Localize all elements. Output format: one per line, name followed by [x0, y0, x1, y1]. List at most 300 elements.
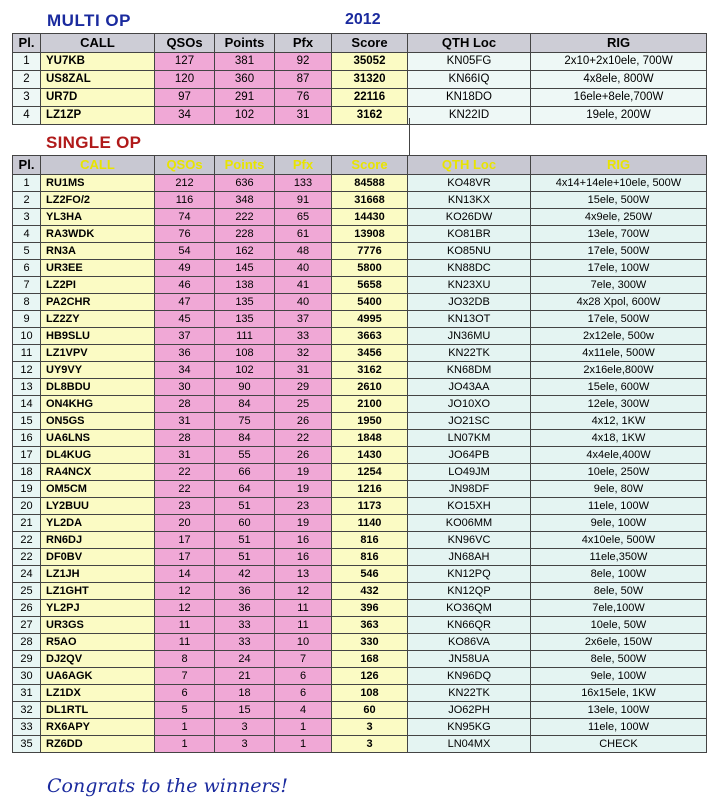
- year-heading: 2012: [345, 11, 381, 28]
- rig-cell: 4x10ele, 500W: [531, 532, 707, 549]
- qth-cell: KO86VA: [408, 634, 531, 651]
- rig-cell: 16ele+8ele,700W: [531, 89, 707, 107]
- qth-cell: LN07KM: [408, 430, 531, 447]
- qsos-cell: 28: [155, 396, 215, 413]
- rig-cell: 9ele, 100W: [531, 515, 707, 532]
- qth-cell: KN96VC: [408, 532, 531, 549]
- place-cell: 2: [13, 192, 41, 209]
- score-cell: 60: [332, 702, 408, 719]
- qsos-cell: 31: [155, 447, 215, 464]
- place-cell: 33: [13, 719, 41, 736]
- pfx-cell: 91: [275, 192, 332, 209]
- rig-cell: 4x12, 1KW: [531, 413, 707, 430]
- qsos-cell: 17: [155, 549, 215, 566]
- qsos-cell: 97: [155, 89, 215, 107]
- points-cell: 135: [215, 294, 275, 311]
- rig-cell: 2x16ele,800W: [531, 362, 707, 379]
- rig-cell: 17ele, 500W: [531, 311, 707, 328]
- col-pl-header: Pl.: [13, 156, 41, 175]
- place-cell: 22: [13, 532, 41, 549]
- points-cell: 66: [215, 464, 275, 481]
- call-cell: PA2CHR: [41, 294, 155, 311]
- single-op-table: [12, 155, 707, 753]
- single-op-row: [13, 583, 707, 600]
- qth-cell: KN13OT: [408, 311, 531, 328]
- rig-cell: 4x9ele, 250W: [531, 209, 707, 226]
- single-op-row: [13, 736, 707, 753]
- qsos-cell: 49: [155, 260, 215, 277]
- call-cell: LZ1JH: [41, 566, 155, 583]
- qsos-cell: 47: [155, 294, 215, 311]
- rig-cell: 13ele, 700W: [531, 226, 707, 243]
- pfx-cell: 31: [275, 107, 332, 125]
- place-cell: 35: [13, 736, 41, 753]
- col-qth-header: QTH Loc: [408, 34, 531, 53]
- qth-cell: JN68AH: [408, 549, 531, 566]
- qsos-cell: 22: [155, 481, 215, 498]
- single-op-row: [13, 277, 707, 294]
- points-cell: 64: [215, 481, 275, 498]
- single-op-row: [13, 430, 707, 447]
- points-cell: 18: [215, 685, 275, 702]
- place-cell: 32: [13, 702, 41, 719]
- multi-op-table: [12, 33, 707, 125]
- call-cell: ON5GS: [41, 413, 155, 430]
- rig-cell: 11ele, 100W: [531, 498, 707, 515]
- points-cell: 51: [215, 498, 275, 515]
- single-op-row: [13, 719, 707, 736]
- pfx-cell: 92: [275, 53, 332, 71]
- pfx-cell: 26: [275, 447, 332, 464]
- qth-cell: JO64PB: [408, 447, 531, 464]
- points-cell: 33: [215, 634, 275, 651]
- pfx-cell: 31: [275, 362, 332, 379]
- rig-cell: 12ele, 300W: [531, 396, 707, 413]
- col-pfx-header: Pfx: [275, 156, 332, 175]
- score-cell: 432: [332, 583, 408, 600]
- points-cell: 102: [215, 362, 275, 379]
- place-cell: 19: [13, 481, 41, 498]
- rig-cell: 11ele, 100W: [531, 719, 707, 736]
- col-points-header: Points: [215, 34, 275, 53]
- place-cell: 14: [13, 396, 41, 413]
- qsos-cell: 28: [155, 430, 215, 447]
- pfx-cell: 11: [275, 600, 332, 617]
- single-op-row: [13, 396, 707, 413]
- single-op-row: [13, 515, 707, 532]
- rig-cell: 8ele, 500W: [531, 651, 707, 668]
- place-cell: 27: [13, 617, 41, 634]
- call-cell: UR3GS: [41, 617, 155, 634]
- call-cell: UA6LNS: [41, 430, 155, 447]
- place-cell: 18: [13, 464, 41, 481]
- single-op-row: [13, 685, 707, 702]
- score-cell: 816: [332, 549, 408, 566]
- call-cell: LZ1ZP: [41, 107, 155, 125]
- single-op-row: [13, 209, 707, 226]
- pfx-cell: 7: [275, 651, 332, 668]
- score-cell: 35052: [332, 53, 408, 71]
- call-cell: RA3WDK: [41, 226, 155, 243]
- points-cell: 228: [215, 226, 275, 243]
- place-cell: 28: [13, 634, 41, 651]
- single-op-row: [13, 192, 707, 209]
- qth-cell: KN12PQ: [408, 566, 531, 583]
- rig-cell: 17ele, 500W: [531, 243, 707, 260]
- points-cell: 24: [215, 651, 275, 668]
- qth-cell: KO15XH: [408, 498, 531, 515]
- points-cell: 90: [215, 379, 275, 396]
- qsos-cell: 34: [155, 107, 215, 125]
- call-cell: UR3EE: [41, 260, 155, 277]
- qsos-cell: 1: [155, 736, 215, 753]
- qth-cell: KN96DQ: [408, 668, 531, 685]
- points-cell: 36: [215, 600, 275, 617]
- place-cell: 29: [13, 651, 41, 668]
- single-op-row: [13, 294, 707, 311]
- rig-cell: 4x4ele,400W: [531, 447, 707, 464]
- qsos-cell: 1: [155, 719, 215, 736]
- points-cell: 36: [215, 583, 275, 600]
- place-cell: 16: [13, 430, 41, 447]
- pfx-cell: 19: [275, 464, 332, 481]
- pfx-cell: 40: [275, 294, 332, 311]
- score-cell: 14430: [332, 209, 408, 226]
- pfx-cell: 10: [275, 634, 332, 651]
- pfx-cell: 1: [275, 736, 332, 753]
- pfx-cell: 12: [275, 583, 332, 600]
- rig-cell: 7ele, 300W: [531, 277, 707, 294]
- call-cell: LZ1VPV: [41, 345, 155, 362]
- place-cell: 11: [13, 345, 41, 362]
- qsos-cell: 46: [155, 277, 215, 294]
- points-cell: 348: [215, 192, 275, 209]
- col-call-header: CALL: [41, 34, 155, 53]
- points-cell: 138: [215, 277, 275, 294]
- qth-cell: KO48VR: [408, 175, 531, 192]
- single-op-row: [13, 481, 707, 498]
- col-score-header: Score: [332, 156, 408, 175]
- single-op-row: [13, 447, 707, 464]
- score-cell: 363: [332, 617, 408, 634]
- qsos-cell: 12: [155, 600, 215, 617]
- rig-cell: 9ele, 80W: [531, 481, 707, 498]
- call-cell: DL1RTL: [41, 702, 155, 719]
- single-op-row: [13, 260, 707, 277]
- score-cell: 330: [332, 634, 408, 651]
- single-op-row: [13, 464, 707, 481]
- call-cell: YU7KB: [41, 53, 155, 71]
- rig-cell: 2x10+2x10ele, 700W: [531, 53, 707, 71]
- place-cell: 15: [13, 413, 41, 430]
- single-op-row: [13, 498, 707, 515]
- single-op-row: [13, 311, 707, 328]
- pfx-cell: 33: [275, 328, 332, 345]
- score-cell: 5400: [332, 294, 408, 311]
- place-cell: 4: [13, 226, 41, 243]
- pfx-cell: 11: [275, 617, 332, 634]
- place-cell: 9: [13, 311, 41, 328]
- score-cell: 1254: [332, 464, 408, 481]
- col-rig-header: RIG: [531, 156, 707, 175]
- points-cell: 33: [215, 617, 275, 634]
- qsos-cell: 5: [155, 702, 215, 719]
- points-cell: 51: [215, 549, 275, 566]
- rig-cell: 15ele, 500W: [531, 192, 707, 209]
- place-cell: 8: [13, 294, 41, 311]
- pfx-cell: 19: [275, 481, 332, 498]
- pfx-cell: 6: [275, 668, 332, 685]
- qth-cell: KN95KG: [408, 719, 531, 736]
- score-cell: 816: [332, 532, 408, 549]
- qsos-cell: 8: [155, 651, 215, 668]
- pfx-cell: 4: [275, 702, 332, 719]
- qth-cell: KO85NU: [408, 243, 531, 260]
- multi-op-row: [13, 107, 707, 125]
- place-cell: 22: [13, 549, 41, 566]
- points-cell: 135: [215, 311, 275, 328]
- pfx-cell: 22: [275, 430, 332, 447]
- qsos-cell: 34: [155, 362, 215, 379]
- qsos-cell: 74: [155, 209, 215, 226]
- pfx-cell: 133: [275, 175, 332, 192]
- points-cell: 222: [215, 209, 275, 226]
- qth-cell: LO49JM: [408, 464, 531, 481]
- pfx-cell: 76: [275, 89, 332, 107]
- score-cell: 546: [332, 566, 408, 583]
- call-cell: DL8BDU: [41, 379, 155, 396]
- points-cell: 51: [215, 532, 275, 549]
- call-cell: US8ZAL: [41, 71, 155, 89]
- multi-op-row: [13, 53, 707, 71]
- score-cell: 168: [332, 651, 408, 668]
- multi-op-row: [13, 89, 707, 107]
- call-cell: LZ2PI: [41, 277, 155, 294]
- single-op-heading: SINGLE OP: [46, 133, 142, 152]
- rig-cell: 11ele,350W: [531, 549, 707, 566]
- call-cell: LZ1GHT: [41, 583, 155, 600]
- col-pfx-header: Pfx: [275, 34, 332, 53]
- single-op-row: [13, 549, 707, 566]
- qsos-cell: 212: [155, 175, 215, 192]
- rig-cell: 13ele, 100W: [531, 702, 707, 719]
- rig-cell: 19ele, 200W: [531, 107, 707, 125]
- single-op-row: [13, 617, 707, 634]
- single-op-row: [13, 243, 707, 260]
- pfx-cell: 26: [275, 413, 332, 430]
- score-cell: 1140: [332, 515, 408, 532]
- rig-cell: 7ele,100W: [531, 600, 707, 617]
- score-cell: 3: [332, 736, 408, 753]
- single-op-row: [13, 226, 707, 243]
- qsos-cell: 45: [155, 311, 215, 328]
- col-qsos-header: QSOs: [155, 34, 215, 53]
- call-cell: LY2BUU: [41, 498, 155, 515]
- qsos-cell: 31: [155, 413, 215, 430]
- rig-cell: 16x15ele, 1KW: [531, 685, 707, 702]
- rig-cell: 4x18, 1KW: [531, 430, 707, 447]
- qsos-cell: 127: [155, 53, 215, 71]
- pfx-cell: 6: [275, 685, 332, 702]
- points-cell: 145: [215, 260, 275, 277]
- call-cell: R5AO: [41, 634, 155, 651]
- congrats-footer: Congrats to the winners!: [47, 775, 289, 797]
- single-op-row: [13, 668, 707, 685]
- qsos-cell: 11: [155, 634, 215, 651]
- points-cell: 42: [215, 566, 275, 583]
- rig-cell: 15ele, 600W: [531, 379, 707, 396]
- multi-op-header-row: [13, 34, 707, 53]
- qsos-cell: 54: [155, 243, 215, 260]
- points-cell: 381: [215, 53, 275, 71]
- place-cell: 24: [13, 566, 41, 583]
- multi-op-body: [13, 53, 707, 125]
- score-cell: 1848: [332, 430, 408, 447]
- single-op-row: [13, 702, 707, 719]
- qth-cell: JO10XO: [408, 396, 531, 413]
- single-op-body: [13, 175, 707, 753]
- qth-cell: JN58UA: [408, 651, 531, 668]
- place-cell: 7: [13, 277, 41, 294]
- place-cell: 3: [13, 209, 41, 226]
- rig-cell: 9ele, 100W: [531, 668, 707, 685]
- rig-cell: 4x8ele, 800W: [531, 71, 707, 89]
- score-cell: 1173: [332, 498, 408, 515]
- call-cell: UY9VY: [41, 362, 155, 379]
- qsos-cell: 30: [155, 379, 215, 396]
- pfx-cell: 32: [275, 345, 332, 362]
- qsos-cell: 7: [155, 668, 215, 685]
- place-cell: 6: [13, 260, 41, 277]
- qsos-cell: 36: [155, 345, 215, 362]
- qsos-cell: 17: [155, 532, 215, 549]
- call-cell: RN3A: [41, 243, 155, 260]
- pfx-cell: 23: [275, 498, 332, 515]
- single-op-row: [13, 413, 707, 430]
- qth-cell: JO62PH: [408, 702, 531, 719]
- points-cell: 111: [215, 328, 275, 345]
- call-cell: LZ2FO/2: [41, 192, 155, 209]
- qsos-cell: 22: [155, 464, 215, 481]
- score-cell: 4995: [332, 311, 408, 328]
- points-cell: 3: [215, 736, 275, 753]
- rig-cell: 2x12ele, 500w: [531, 328, 707, 345]
- qth-cell: JO32DB: [408, 294, 531, 311]
- single-op-row: [13, 379, 707, 396]
- qsos-cell: 23: [155, 498, 215, 515]
- place-cell: 4: [13, 107, 41, 125]
- place-cell: 2: [13, 71, 41, 89]
- points-cell: 84: [215, 430, 275, 447]
- qth-cell: KN22TK: [408, 345, 531, 362]
- call-cell: YL2DA: [41, 515, 155, 532]
- qth-cell: JO43AA: [408, 379, 531, 396]
- points-cell: 21: [215, 668, 275, 685]
- place-cell: 26: [13, 600, 41, 617]
- score-cell: 1950: [332, 413, 408, 430]
- multi-op-heading: MULTI OP: [47, 11, 131, 30]
- place-cell: 21: [13, 515, 41, 532]
- pfx-cell: 41: [275, 277, 332, 294]
- pfx-cell: 16: [275, 549, 332, 566]
- call-cell: HB9SLU: [41, 328, 155, 345]
- points-cell: 636: [215, 175, 275, 192]
- qth-cell: JN36MU: [408, 328, 531, 345]
- qsos-cell: 76: [155, 226, 215, 243]
- pfx-cell: 16: [275, 532, 332, 549]
- qth-cell: KN66IQ: [408, 71, 531, 89]
- single-op-row: [13, 600, 707, 617]
- qth-cell: KN05FG: [408, 53, 531, 71]
- points-cell: 291: [215, 89, 275, 107]
- single-op-row: [13, 532, 707, 549]
- score-cell: 126: [332, 668, 408, 685]
- col-pl-header: Pl.: [13, 34, 41, 53]
- score-cell: 31320: [332, 71, 408, 89]
- call-cell: LZ2ZY: [41, 311, 155, 328]
- qsos-cell: 6: [155, 685, 215, 702]
- qsos-cell: 11: [155, 617, 215, 634]
- place-cell: 5: [13, 243, 41, 260]
- call-cell: DJ2QV: [41, 651, 155, 668]
- rig-cell: 4x14+14ele+10ele, 500W: [531, 175, 707, 192]
- call-cell: OM5CM: [41, 481, 155, 498]
- pfx-cell: 29: [275, 379, 332, 396]
- call-cell: UR7D: [41, 89, 155, 107]
- points-cell: 15: [215, 702, 275, 719]
- call-cell: RA4NCX: [41, 464, 155, 481]
- call-cell: RZ6DD: [41, 736, 155, 753]
- score-cell: 2100: [332, 396, 408, 413]
- qth-cell: KN18DO: [408, 89, 531, 107]
- score-cell: 1216: [332, 481, 408, 498]
- qth-cell: KO81BR: [408, 226, 531, 243]
- call-cell: RN6DJ: [41, 532, 155, 549]
- qth-cell: KN88DC: [408, 260, 531, 277]
- single-op-row: [13, 175, 707, 192]
- score-cell: 2610: [332, 379, 408, 396]
- score-cell: 5800: [332, 260, 408, 277]
- place-cell: 12: [13, 362, 41, 379]
- rig-cell: 17ele, 100W: [531, 260, 707, 277]
- qth-cell: KN66QR: [408, 617, 531, 634]
- place-cell: 13: [13, 379, 41, 396]
- rig-cell: 8ele, 100W: [531, 566, 707, 583]
- qsos-cell: 20: [155, 515, 215, 532]
- points-cell: 102: [215, 107, 275, 125]
- points-cell: 60: [215, 515, 275, 532]
- rig-cell: 8ele, 50W: [531, 583, 707, 600]
- qth-cell: KN22TK: [408, 685, 531, 702]
- qth-cell: KO06MM: [408, 515, 531, 532]
- qsos-cell: 120: [155, 71, 215, 89]
- qth-cell: KN68DM: [408, 362, 531, 379]
- pfx-cell: 25: [275, 396, 332, 413]
- qth-cell: KO36QM: [408, 600, 531, 617]
- call-cell: RX6APY: [41, 719, 155, 736]
- call-cell: YL3HA: [41, 209, 155, 226]
- qth-cell: KN22ID: [408, 107, 531, 125]
- place-cell: 17: [13, 447, 41, 464]
- pfx-cell: 40: [275, 260, 332, 277]
- rig-cell: CHECK: [531, 736, 707, 753]
- pfx-cell: 65: [275, 209, 332, 226]
- points-cell: 55: [215, 447, 275, 464]
- qsos-cell: 14: [155, 566, 215, 583]
- place-cell: 10: [13, 328, 41, 345]
- pfx-cell: 19: [275, 515, 332, 532]
- qsos-cell: 116: [155, 192, 215, 209]
